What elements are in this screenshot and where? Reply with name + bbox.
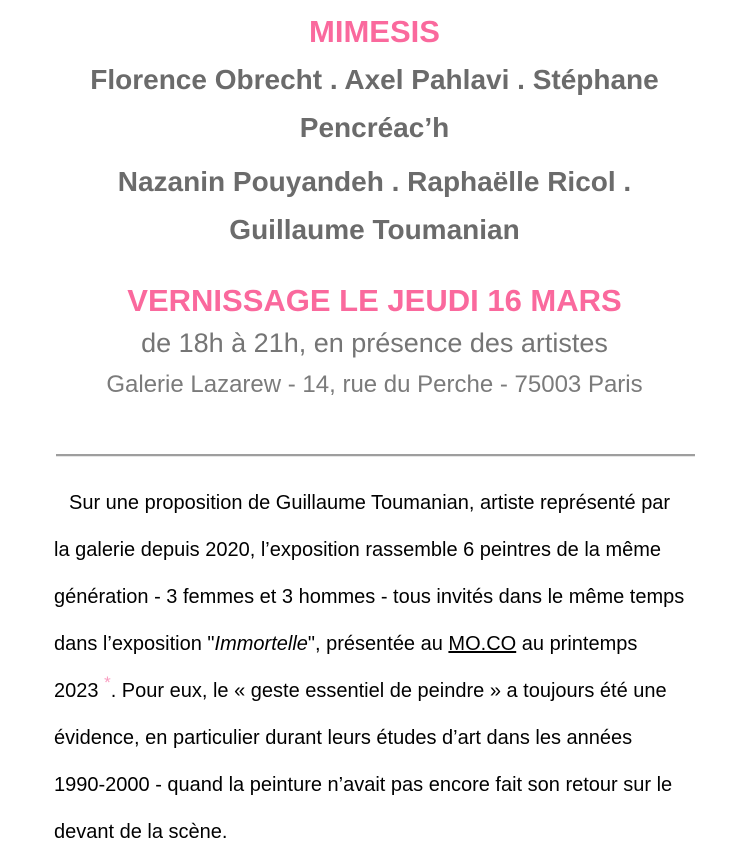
paragraph-text-run: au printemps — [516, 633, 638, 655]
paragraph-text-run: ", présentée au — [307, 633, 449, 655]
paragraph-text-run: dans l’exposition " — [54, 633, 215, 655]
vernissage-time: de 18h à 21h, en présence des artistes — [141, 328, 608, 358]
gallery-address: Galerie Lazarew - 14, rue du Perche - 75003 Paris — [106, 371, 643, 398]
paragraph-text-run: Sur une proposition de Guillaume Toumanian, artiste représenté par — [69, 492, 671, 514]
exhibition-title: MIMESIS — [309, 14, 440, 49]
moco-link[interactable]: MO.CO — [448, 633, 517, 655]
paragraph-text-run: génération - 3 femmes et 3 hommes - tous invités dans le même temps — [54, 586, 685, 608]
artists-line-1: Florence Obrecht . Axel Pahlavi . Stéphane Pencréac’h — [90, 64, 659, 143]
body-paragraph — [54, 480, 695, 856]
paragraph-text-run: 1990-2000 - quand la peinture n’avait pas encore fait son retour sur le — [54, 774, 673, 796]
header-block — [54, 14, 695, 254]
exhibition-name-italic: Immortelle — [214, 633, 308, 655]
section-divider — [56, 454, 695, 457]
artists-line-2: Nazanin Pouyandeh . Raphaëlle Ricol . Guillaume Toumanian — [117, 166, 632, 245]
paragraph-text-run: évidence, en particulier durant leurs études d’art dans les années — [54, 727, 633, 749]
paragraph-text-run: 2023 — [54, 680, 105, 702]
vernissage-heading: VERNISSAGE LE JEUDI 16 MARS — [127, 283, 622, 318]
footnote-asterisk: * — [104, 672, 111, 692]
paragraph-text-run: la galerie depuis 2020, l’exposition rassemble 6 peintres de la même — [54, 539, 662, 561]
vernissage-block — [54, 282, 695, 404]
paragraph-text-run: devant de la scène. — [54, 821, 228, 843]
paragraph-text-run: . Pour eux, le « geste essentiel de peindre » a toujours été une — [110, 680, 667, 702]
